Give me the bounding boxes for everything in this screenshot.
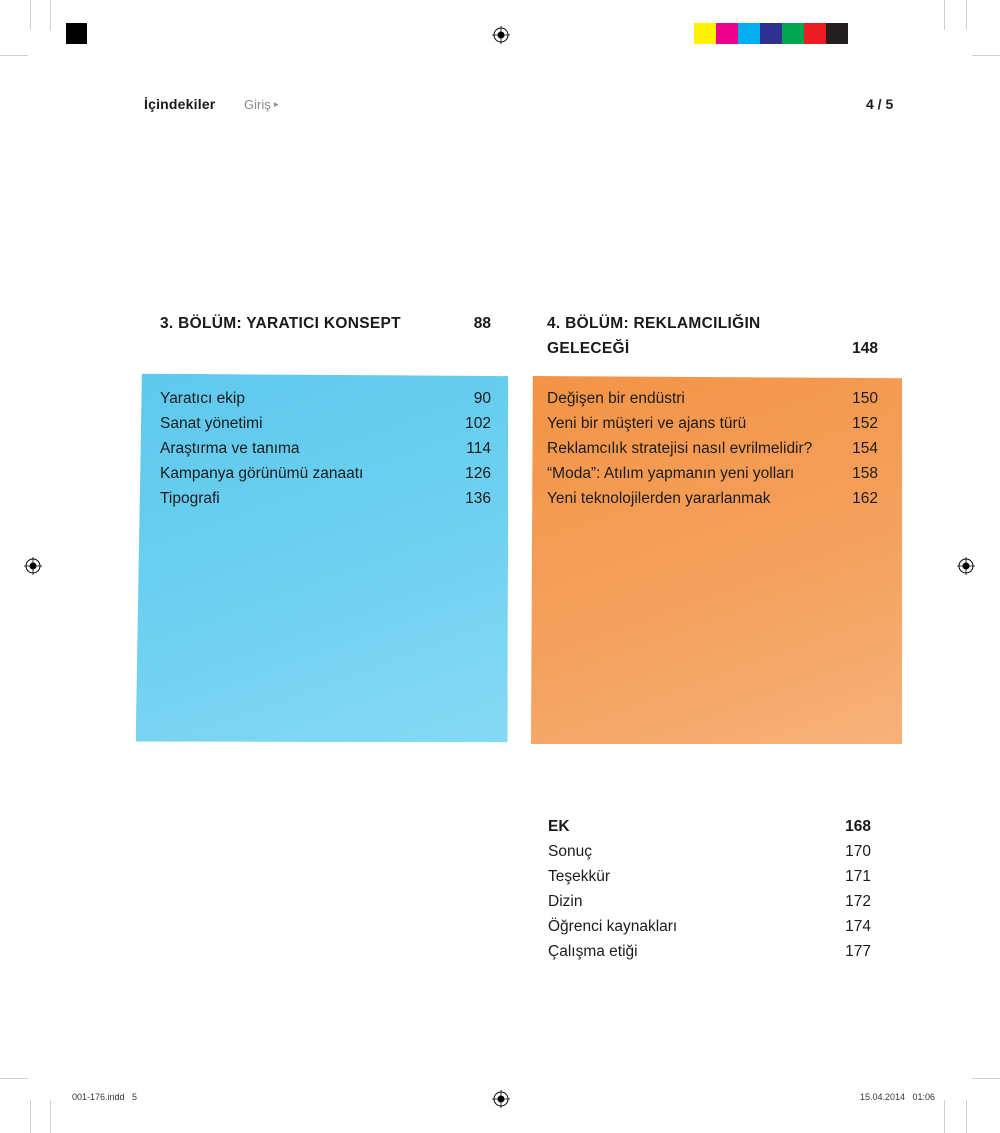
appendix-page: 168 <box>845 818 871 835</box>
registration-mark-icon <box>24 557 42 575</box>
toc-entry-page: 102 <box>465 415 491 432</box>
toc-entry-page: 170 <box>845 843 871 860</box>
toc-entry-page: 152 <box>852 415 878 432</box>
toc-entry <box>547 486 878 511</box>
toc-entry-label: Sonuç <box>548 843 592 860</box>
toc-entry <box>160 461 491 486</box>
chapter3-list <box>160 386 491 511</box>
toc-entry <box>547 436 878 461</box>
toc-entry <box>548 939 871 964</box>
crop-mark <box>30 0 31 30</box>
crop-mark <box>0 1078 28 1079</box>
toc-entry-label: Reklamcılık stratejisi nasıl evrilmelidir? <box>547 440 813 457</box>
chapter4-title-line1: 4. BÖLÜM: REKLAMCILIĞIN <box>547 315 761 332</box>
toc-entry-label: Yeni bir müşteri ve ajans türü <box>547 415 747 432</box>
toc-entry-label: Tipografi <box>160 490 220 507</box>
toc-entry <box>548 914 871 939</box>
color-swatch <box>804 23 826 44</box>
toc-entry-label: Kampanya görünümü zanaatı <box>160 465 364 482</box>
registration-mark-icon <box>492 26 510 44</box>
crop-mark <box>966 1100 967 1133</box>
toc-entry-page: 171 <box>845 868 871 885</box>
toc-entry-label: Çalışma etiği <box>548 943 638 960</box>
crop-mark <box>50 0 51 30</box>
toc-entry-page: 126 <box>465 465 491 482</box>
color-swatch <box>716 23 738 44</box>
color-bar <box>694 23 848 44</box>
toc-entry <box>548 889 871 914</box>
toc-entry-page: 177 <box>845 943 871 960</box>
chapter4-title-line2: GELECEĞİ <box>547 340 630 357</box>
color-swatch <box>694 23 716 44</box>
toc-entry <box>547 386 878 411</box>
toc-entry-label: Yeni teknolojilerden yararlanmak <box>547 490 771 507</box>
toc-entry <box>160 486 491 511</box>
registration-mark-icon <box>492 1090 510 1108</box>
chapter3-title: 3. BÖLÜM: YARATICI KONSEPT <box>160 315 401 332</box>
toc-entry-page: 114 <box>466 440 491 457</box>
page-indicator: 4 / 5 <box>866 96 894 112</box>
color-swatch <box>760 23 782 44</box>
toc-entry-label: “Moda”: Atılım yapmanın yeni yolları <box>547 465 795 482</box>
toc-entry-label: Değişen bir endüstri <box>547 390 685 407</box>
toc-entry-label: Teşekkür <box>548 868 611 885</box>
toc-entry-page: 172 <box>845 893 871 910</box>
toc-entry <box>160 436 491 461</box>
toc-entry <box>548 839 871 864</box>
toc-entry <box>547 411 878 436</box>
toc-entry-page: 154 <box>852 440 878 457</box>
toc-entry <box>160 411 491 436</box>
color-swatch <box>738 23 760 44</box>
toc-entry-page: 90 <box>473 390 491 407</box>
crop-mark <box>50 1100 51 1133</box>
toc-entry-page: 150 <box>852 390 878 407</box>
slug-filename: 001-176.indd 5 <box>72 1092 138 1102</box>
toc-entry-label: Öğrenci kaynakları <box>548 918 678 935</box>
color-swatch <box>826 23 848 44</box>
toc-entry-page: 158 <box>852 465 878 482</box>
crop-mark <box>944 1100 945 1133</box>
appendix-title: EK <box>548 818 570 835</box>
page-title: İçindekiler <box>144 96 216 112</box>
triangle-right-icon: ▸ <box>274 99 279 109</box>
toc-entry-page: 136 <box>465 490 491 507</box>
crop-mark <box>944 0 945 30</box>
color-swatch <box>782 23 804 44</box>
breadcrumb: Giriş <box>244 97 271 112</box>
toc-entry-page: 162 <box>852 490 878 507</box>
toc-entry-label: Sanat yönetimi <box>160 415 263 432</box>
toc-entry <box>547 461 878 486</box>
crop-mark <box>972 1078 1000 1079</box>
toc-entry-label: Yaratıcı ekip <box>160 390 246 407</box>
crop-mark <box>0 55 28 56</box>
toc-entry <box>160 386 491 411</box>
registration-mark-icon <box>957 557 975 575</box>
crop-mark <box>30 1100 31 1133</box>
slug-timestamp: 15.04.2014 01:06 <box>860 1092 936 1102</box>
toc-entry-page: 174 <box>845 918 871 935</box>
registration-square <box>66 23 87 44</box>
toc-entry <box>548 864 871 889</box>
chapter3-page: 88 <box>473 315 491 332</box>
chapter4-list <box>547 386 878 511</box>
toc-entry-label: Araştırma ve tanıma <box>160 440 300 457</box>
toc-entry-label: Dizin <box>548 893 583 910</box>
crop-mark <box>972 55 1000 56</box>
crop-mark <box>966 0 967 30</box>
appendix-list <box>548 839 871 964</box>
chapter4-page: 148 <box>852 340 878 357</box>
